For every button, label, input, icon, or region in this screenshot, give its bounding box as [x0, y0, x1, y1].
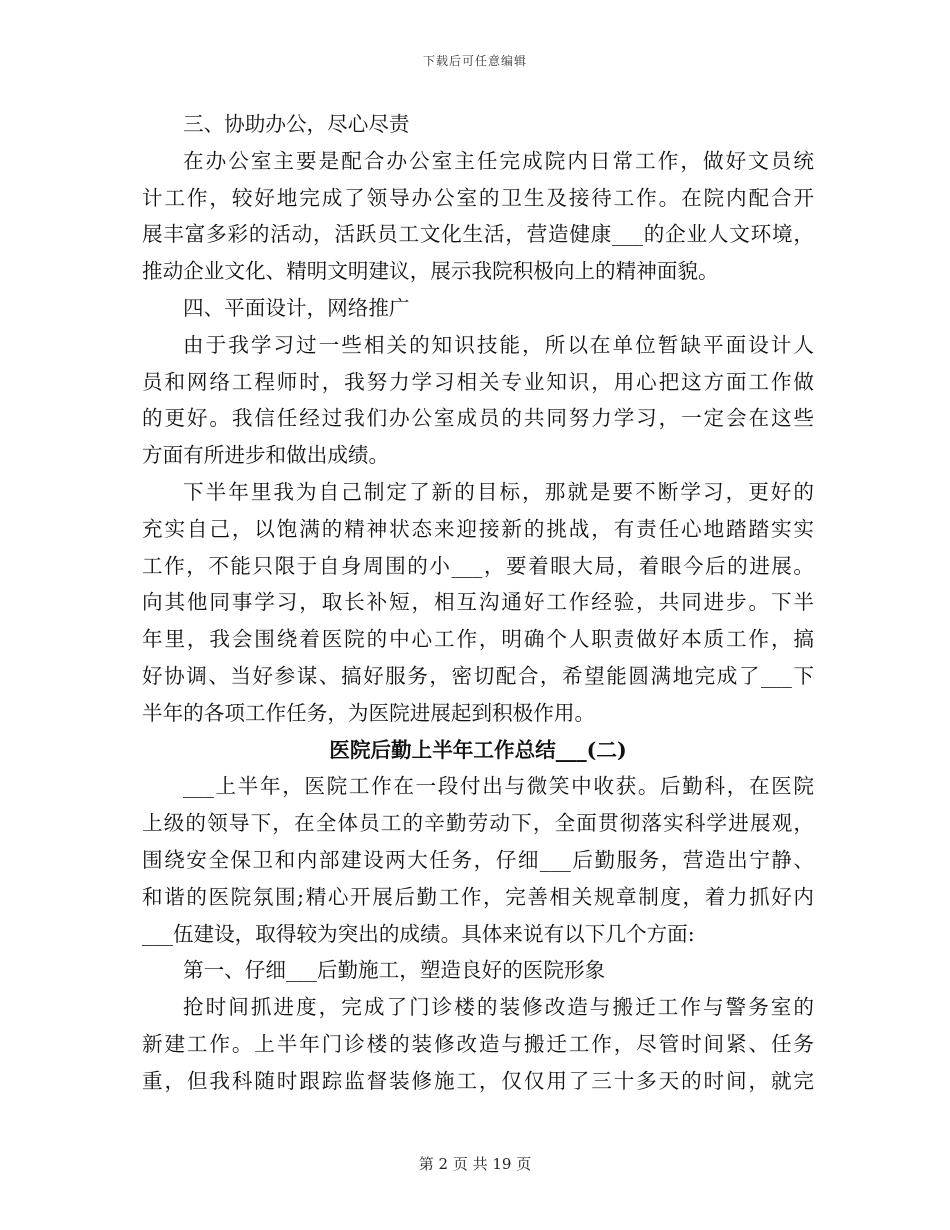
- paragraph-line: 下半年里我为自己制定了新的目标，那就是要不断学习，更好的: [183, 479, 814, 504]
- paragraph-line: 充实自己，以饱满的精神状态来迎接新的挑战，有责任心地踏踏实实: [142, 516, 814, 541]
- section-heading: 第一、仔细___后勤施工，塑造良好的医院形象: [183, 958, 606, 983]
- section-heading: 三、协助办公，尽心尽责: [183, 112, 410, 136]
- paragraph-line: 好协调、当好参谋、搞好服务，密切配合，希望能圆满地完成了___下: [142, 663, 814, 688]
- document-body: [142, 106, 814, 1100]
- paragraph-line: 年里，我会围绕着医院的中心工作，明确个人职责做好本质工作，搞: [142, 627, 814, 652]
- paragraph-line: 推动企业文化、精明文明建议，展示我院积极向上的精神面貌。: [142, 259, 719, 284]
- page-header: 下载后可任意编辑: [422, 54, 527, 68]
- paragraph-line: 方面有所进步和做出成绩。: [142, 443, 390, 468]
- paragraph-line: 重，但我科随时跟踪监督装修施工，仅仅用了三十多天的时间，就完: [142, 1068, 814, 1093]
- paragraph-line: 向其他同事学习，取长补短，相互沟通好工作经验，共同进步。下半: [142, 590, 814, 615]
- paragraph-line: 工作，不能只限于自身周围的小___，要着眼大局，着眼今后的进展。: [142, 553, 814, 578]
- document-title: 医院后勤上半年工作总结___(二): [329, 737, 627, 762]
- paragraph-line: 新建工作。上半年门诊楼的装修改造与搬迁工作，尽管时间紧、任务: [142, 1031, 814, 1056]
- paragraph-line: 上级的领导下，在全体员工的辛勤劳动下，全面贯彻落实科学进展观，: [142, 811, 814, 836]
- paragraph-line: 在办公室主要是配合办公室主任完成院内日常工作，做好文员统: [183, 148, 814, 173]
- paragraph-line: 抢时间抓进度，完成了门诊楼的装修改造与搬迁工作与警务室的: [183, 995, 814, 1020]
- paragraph-line: 围绕安全保卫和内部建设两大任务，仔细___后勤服务，营造出宁静、: [142, 847, 814, 872]
- page-footer: 第 2 页 共 19 页: [418, 1155, 532, 1173]
- paragraph-line: ___伍建设，取得较为突出的成绩。具体来说有以下几个方面:: [142, 921, 695, 946]
- paragraph-line: 展丰富多彩的活动，活跃员工文化生活，营造健康___的企业人文环境，: [142, 222, 814, 247]
- paragraph-line: 由于我学习过一些相关的知识技能，所以在单位暂缺平面设计人: [183, 332, 814, 357]
- paragraph-line: 半年的各项工作任务，为医院进展起到积极作用。: [142, 700, 596, 725]
- paragraph-line: 员和网络工程师时，我努力学习相关专业知识，用心把这方面工作做: [142, 369, 814, 394]
- paragraph-line: ___上半年，医院工作在一段付出与微笑中收获。后勤科，在医院: [183, 774, 814, 799]
- paragraph-line: 和谐的医院氛围;精心开展后勤工作，完善相关规章制度，着力抓好内: [142, 884, 814, 909]
- section-heading: 四、平面设计，网络推广: [183, 295, 410, 320]
- paragraph-line: 的更好。我信任经过我们办公室成员的共同努力学习，一定会在这些: [142, 406, 814, 431]
- paragraph-line: 计工作，较好地完成了领导办公室的卫生及接待工作。在院内配合开: [142, 185, 814, 210]
